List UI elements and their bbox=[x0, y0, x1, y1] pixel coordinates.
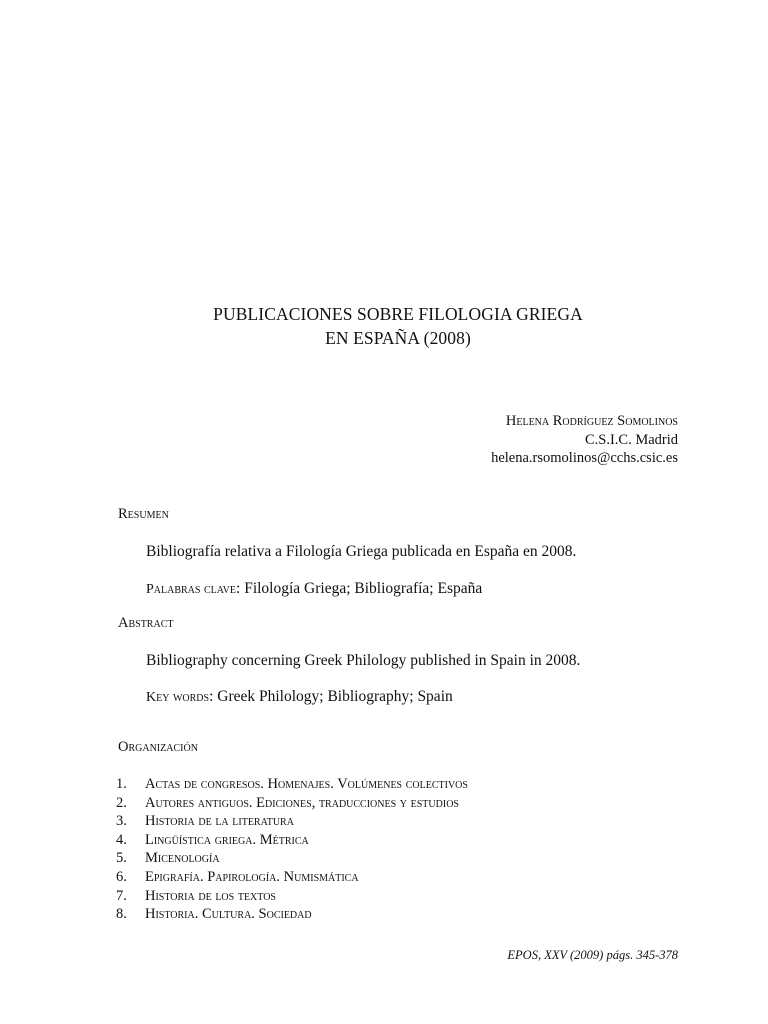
list-item-text: Micenología bbox=[145, 850, 220, 867]
list-item-number: 3. bbox=[116, 813, 127, 830]
list-item-number: 4. bbox=[116, 831, 127, 848]
list-item bbox=[114, 868, 468, 887]
abstract-keywords bbox=[146, 687, 453, 708]
list-item-text: Lingüística griega. Métrica bbox=[145, 831, 309, 848]
list-item bbox=[114, 812, 468, 831]
abstract-keywords-label: Key words bbox=[146, 690, 210, 705]
abstract-keywords-value: Greek Philology; Bibliography; Spain bbox=[217, 688, 453, 705]
list-item-text: Historia. Cultura. Sociedad bbox=[145, 906, 312, 923]
author-email: helena.rsomolinos@cchs.csic.es bbox=[491, 450, 678, 466]
organizacion-list bbox=[114, 775, 468, 924]
resumen-keywords bbox=[146, 579, 482, 600]
author-name: Helena Rodríguez Somolinos bbox=[505, 413, 678, 429]
list-item bbox=[114, 905, 468, 924]
author-block bbox=[491, 412, 678, 468]
resumen-keywords-value: Filología Griega; Bibliografía; España bbox=[244, 580, 483, 597]
resumen-keywords-label: Palabras clave bbox=[146, 582, 237, 597]
list-item-number: 8. bbox=[116, 906, 127, 923]
list-item-number: 6. bbox=[116, 868, 127, 885]
list-item bbox=[114, 794, 468, 813]
resumen-keywords-colon: : bbox=[236, 580, 245, 597]
list-item bbox=[114, 831, 468, 850]
list-item-number: 2. bbox=[116, 794, 127, 811]
abstract-text: Bibliography concerning Greek Philology published in Spain in 2008. bbox=[146, 652, 581, 669]
list-item bbox=[114, 887, 468, 906]
resumen-heading: Resumen bbox=[118, 506, 169, 522]
list-item-number: 5. bbox=[116, 850, 127, 867]
list-item bbox=[114, 849, 468, 868]
article-title-line-2: EN ESPAÑA (2008) bbox=[325, 328, 471, 348]
abstract-keywords-colon: : bbox=[209, 688, 218, 705]
list-item-number: 7. bbox=[116, 887, 127, 904]
abstract-heading: Abstract bbox=[118, 615, 174, 631]
list-item-text: Epigrafía. Papirología. Numismática bbox=[145, 868, 359, 885]
list-item-text: Autores antiguos. Ediciones, traducciones y estudios bbox=[145, 794, 459, 811]
list-item-text: Historia de la literatura bbox=[145, 813, 294, 830]
list-item-text: Historia de los textos bbox=[145, 887, 276, 904]
resumen-text: Bibliografía relativa a Filología Griega publicada en España en 2008. bbox=[146, 543, 577, 560]
list-item-number: 1. bbox=[116, 776, 127, 792]
journal-citation: EPOS, XXV (2009) págs. 345-378 bbox=[507, 948, 678, 962]
author-affiliation: C.S.I.C. Madrid bbox=[584, 431, 678, 448]
organizacion-heading: Organización bbox=[118, 739, 198, 755]
list-item-text: Actas de congresos. Homenajes. Volúmenes colectivos bbox=[145, 776, 468, 792]
article-title-line-1: PUBLICACIONES SOBRE FILOLOGIA GRIEGA bbox=[213, 304, 583, 324]
list-item bbox=[114, 775, 468, 794]
